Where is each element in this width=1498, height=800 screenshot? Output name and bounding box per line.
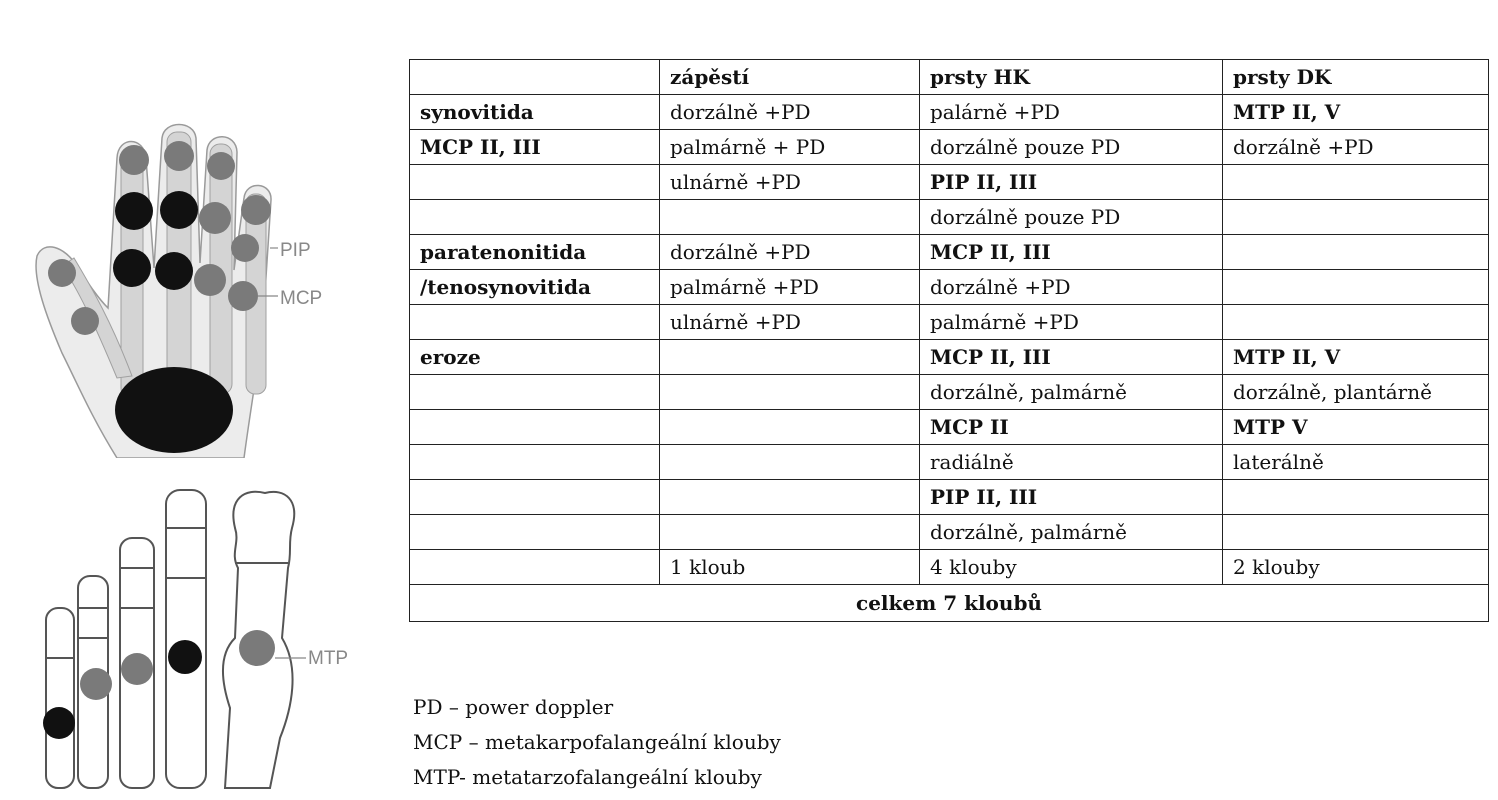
table-cell: PIP II, III [920, 480, 1223, 515]
table-cell [660, 375, 920, 410]
table-header-row [410, 60, 1489, 95]
table-cell [1223, 305, 1489, 340]
table-cell [1223, 200, 1489, 235]
table-cell: radiálně [920, 445, 1223, 480]
table-cell [660, 480, 920, 515]
table-cell: MCP II, III [920, 235, 1223, 270]
table-cell: MCP II, III [410, 130, 660, 165]
table-cell [660, 410, 920, 445]
header-cell: prsty DK [1223, 60, 1489, 95]
table-cell [410, 410, 660, 445]
table-cell [660, 445, 920, 480]
table-cell [660, 200, 920, 235]
header-cell [410, 60, 660, 95]
table-cell: palmárně +PD [920, 305, 1223, 340]
mcp-label: MCP [280, 288, 323, 309]
table-row [410, 270, 1489, 305]
table-cell: dorzálně +PD [660, 235, 920, 270]
table-row [410, 235, 1489, 270]
table-cell [410, 305, 660, 340]
total-cell: celkem 7 kloubů [410, 585, 1489, 622]
table-cell [660, 340, 920, 375]
legend-item: MCP – metakarpofalangeální klouby [413, 730, 781, 754]
header-cell: prsty HK [920, 60, 1223, 95]
table-cell [1223, 480, 1489, 515]
table-cell: 2 klouby [1223, 550, 1489, 585]
table-cell: MCP II, III [920, 340, 1223, 375]
table-cell: dorzálně, plantárně [1223, 375, 1489, 410]
header-cell: zápěstí [660, 60, 920, 95]
table-total-row [410, 585, 1489, 622]
hand-joint-diagram [22, 118, 342, 458]
table-cell [410, 515, 660, 550]
table-cell: 1 kloub [660, 550, 920, 585]
table-cell: dorzálně pouze PD [920, 130, 1223, 165]
table-cell: eroze [410, 340, 660, 375]
table-cell [410, 550, 660, 585]
table-row [410, 375, 1489, 410]
pip-label: PIP [280, 240, 311, 261]
table-cell: MTP II, V [1223, 95, 1489, 130]
table-cell [1223, 165, 1489, 200]
table-cell: /tenosynovitida [410, 270, 660, 305]
table-cell: palárně +PD [920, 95, 1223, 130]
table-row [410, 550, 1489, 585]
table-cell [410, 375, 660, 410]
table-cell: dorzálně, palmárně [920, 515, 1223, 550]
abbreviation-legend [413, 690, 781, 795]
table-cell [660, 515, 920, 550]
table-row [410, 305, 1489, 340]
table-cell: dorzálně +PD [920, 270, 1223, 305]
table-cell: ulnárně +PD [660, 305, 920, 340]
table-cell: ulnárně +PD [660, 165, 920, 200]
table-cell: dorzálně pouze PD [920, 200, 1223, 235]
table-cell: laterálně [1223, 445, 1489, 480]
findings-table [409, 59, 1489, 622]
table-cell: PIP II, III [920, 165, 1223, 200]
mtp-label: MTP [308, 648, 349, 669]
table-cell [410, 480, 660, 515]
table-cell: palmárně + PD [660, 130, 920, 165]
table-row [410, 130, 1489, 165]
findings-table-container [409, 59, 1489, 622]
table-cell: paratenonitida [410, 235, 660, 270]
table-cell [410, 200, 660, 235]
legend-item: MTP- metatarzofalangeální klouby [413, 765, 762, 789]
table-row [410, 515, 1489, 550]
table-row [410, 95, 1489, 130]
table-cell: dorzálně +PD [1223, 130, 1489, 165]
table-row [410, 165, 1489, 200]
table-cell [1223, 515, 1489, 550]
table-cell [410, 445, 660, 480]
table-row [410, 340, 1489, 375]
table-cell: MTP V [1223, 410, 1489, 445]
table-cell: palmárně +PD [660, 270, 920, 305]
foot-joint-diagram [30, 488, 370, 793]
table-cell: dorzálně +PD [660, 95, 920, 130]
table-cell: 4 klouby [920, 550, 1223, 585]
table-cell [1223, 270, 1489, 305]
table-cell: MCP II [920, 410, 1223, 445]
table-row [410, 445, 1489, 480]
table-cell: dorzálně, palmárně [920, 375, 1223, 410]
table-cell: MTP II, V [1223, 340, 1489, 375]
legend-item: PD – power doppler [413, 695, 614, 719]
table-cell: synovitida [410, 95, 660, 130]
table-row [410, 200, 1489, 235]
table-row [410, 480, 1489, 515]
table-cell [410, 165, 660, 200]
table-cell [1223, 235, 1489, 270]
table-row [410, 410, 1489, 445]
